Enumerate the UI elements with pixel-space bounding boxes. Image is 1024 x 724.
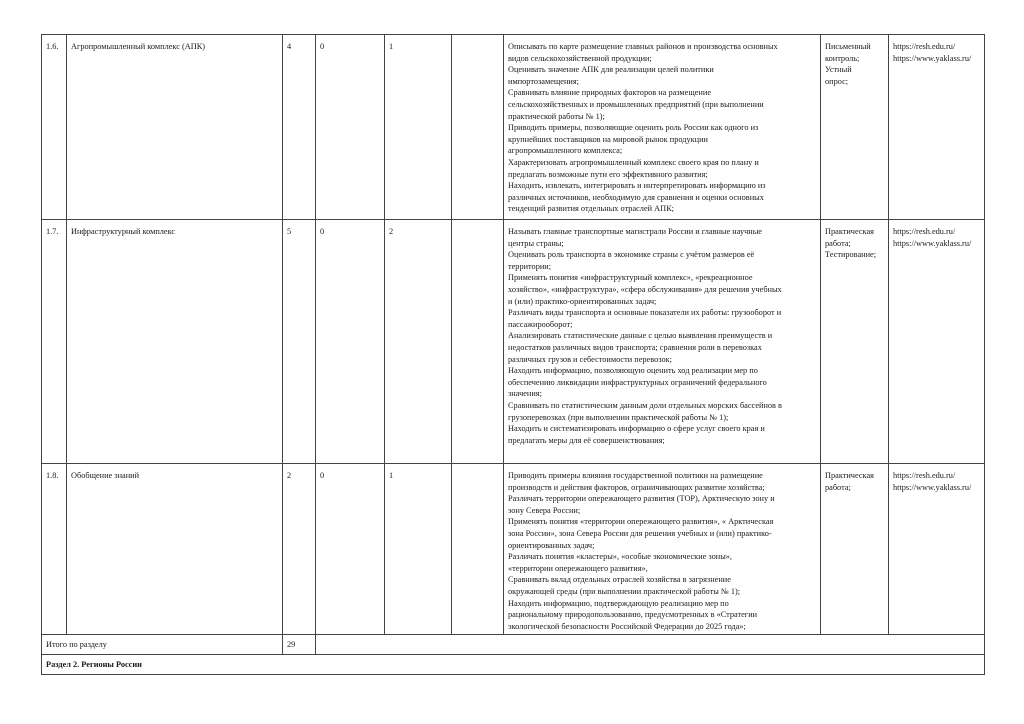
description-line: окружающей среды (при выполнении практической работы № 1); xyxy=(508,586,741,596)
description-line: Оценивать значение АПК для реализации целей политики xyxy=(508,65,714,75)
description-line: территории; xyxy=(508,261,552,271)
control-form-line: Устный xyxy=(825,65,852,75)
control-forms xyxy=(821,35,889,220)
resource-link[interactable]: https://resh.edu.ru/ xyxy=(893,227,956,236)
description-line: Применять понятия «инфраструктурный комплекс», «рекреационное xyxy=(508,273,753,283)
control-forms xyxy=(821,220,889,464)
control-form-line: Письменный xyxy=(825,42,871,51)
description-line: хозяйство», «инфраструктура», «сфера обслуживания» для решения учебных xyxy=(508,284,782,294)
description-line: импортозамещения; xyxy=(508,76,579,86)
description-line: Описывать по карте размещение главных районов и производства основных xyxy=(508,42,778,51)
control-form-line: опрос; xyxy=(825,76,849,86)
section-title: Раздел 2. Регионы России xyxy=(42,655,985,675)
description-line: Оценивать роль транспорта в экономике страны с учётом размеров её xyxy=(508,250,755,260)
curriculum-table xyxy=(41,34,985,675)
description-line: Сравнивать вклад отдельных отраслей хозяйства в загрязнение xyxy=(508,575,731,585)
description-line: Различать понятия «кластеры», «особые экономические зоны», xyxy=(508,552,733,562)
date-cell xyxy=(452,220,504,464)
description-line: обеспечению ликвидации инфраструктурных ограничений федерального xyxy=(508,377,767,387)
summary-label: Итого по разделу xyxy=(42,635,283,655)
description-line: производств и действия факторов, ограничивающих развитие хозяйства; xyxy=(508,482,765,492)
description-line: различных грузов и себестоимости перевозок; xyxy=(508,354,672,364)
section-summary-row xyxy=(42,635,985,655)
summary-empty xyxy=(316,635,985,655)
hours-total: 5 xyxy=(283,220,316,464)
description-line: Приводить примеры, позволяющие оценить роль России как одного из xyxy=(508,123,759,133)
summary-total: 29 xyxy=(283,635,316,655)
description-line: грузоперевозках (при выполнении практической работы № 1); xyxy=(508,412,729,422)
resource-links xyxy=(889,220,985,464)
description-line: недостатков различных видов транспорта; сравнения роли в перевозках xyxy=(508,342,762,352)
table-row xyxy=(42,220,985,464)
description-line: Анализировать статистические данные с целью выявления преимуществ и xyxy=(508,331,773,341)
hours-control: 0 xyxy=(316,464,385,635)
description-line: зону Севера России; xyxy=(508,505,581,515)
hours-practical: 1 xyxy=(385,35,452,220)
row-number: 1.8. xyxy=(42,464,67,635)
description-line: предлагать меры для её совершенствования; xyxy=(508,435,665,445)
control-forms xyxy=(821,464,889,635)
control-form-line: Практическая xyxy=(825,471,874,480)
control-form-line: Тестирование; xyxy=(825,250,877,260)
resource-links xyxy=(889,464,985,635)
hours-total: 4 xyxy=(283,35,316,220)
description-line: различных источников, необходимую для сравнения и оценки основных xyxy=(508,192,764,202)
resource-link[interactable]: https://www.yaklass.ru/ xyxy=(893,53,972,63)
topic-name: Агропромышленный комплекс (АПК) xyxy=(67,35,283,220)
hours-practical: 1 xyxy=(385,464,452,635)
description-line: Различать территории опережающего развития (ТОР), Арктическую зону и xyxy=(508,494,775,504)
description-line: видов сельскохозяйственной продукции; xyxy=(508,53,652,63)
description-line: Приводить примеры влияния государственной политики на размещение xyxy=(508,471,763,480)
description-line: экологической безопасности Российской Федерации до 2025 года»; xyxy=(508,621,746,631)
table-row xyxy=(42,464,985,635)
hours-practical: 2 xyxy=(385,220,452,464)
description-line: Находить информацию, позволяющую оценить ход реализации мер по xyxy=(508,366,758,376)
topic-name: Обобщение знаний xyxy=(67,464,283,635)
description-line: рациональному природопользованию, предусмотренных в «Стратегии xyxy=(508,610,758,620)
activity-description xyxy=(504,35,821,220)
description-line: агропромышленного комплекса; xyxy=(508,146,623,156)
resource-link[interactable]: https://resh.edu.ru/ xyxy=(893,471,956,480)
table-row xyxy=(42,35,985,220)
row-number: 1.6. xyxy=(42,35,67,220)
description-line: Называть главные транспортные магистрали России и главные научные xyxy=(508,227,762,236)
description-line: Находить информацию, подтверждающую реализацию мер по xyxy=(508,598,729,608)
description-line: тенденций развития отдельных отраслей АПК; xyxy=(508,204,674,214)
date-cell xyxy=(452,464,504,635)
control-form-line: контроль; xyxy=(825,53,860,63)
description-line: и (или) практико-ориентированных задач; xyxy=(508,296,657,306)
control-form-line: работа; xyxy=(825,482,851,492)
description-line: центры страны; xyxy=(508,238,564,248)
description-line: практической работы № 1); xyxy=(508,111,605,121)
description-line: ориентированных задач; xyxy=(508,540,595,550)
resource-link[interactable]: https://www.yaklass.ru/ xyxy=(893,482,972,492)
control-form-line: работа; xyxy=(825,238,851,248)
description-line: Применять понятия «территории опережающего развития», « Арктическая xyxy=(508,517,774,527)
description-line: сельскохозяйственных и промышленных предприятий (при выполнении xyxy=(508,99,764,109)
description-line: Находить и систематизировать информацию о сфере услуг своего края и xyxy=(508,424,765,434)
description-line: Различать виды транспорта и основные показатели их работы: грузооборот и xyxy=(508,308,782,318)
control-form-line: Практическая xyxy=(825,227,874,236)
row-number: 1.7. xyxy=(42,220,67,464)
description-line: Сравнивать по статистическим данным доли отдельных морских бассейнов в xyxy=(508,400,782,410)
hours-control: 0 xyxy=(316,220,385,464)
description-line: Сравнивать влияние природных факторов на размещение xyxy=(508,88,711,98)
activity-description xyxy=(504,220,821,464)
hours-control: 0 xyxy=(316,35,385,220)
description-line: «территории опережающего развития», xyxy=(508,563,648,573)
activity-description xyxy=(504,464,821,635)
description-line: крупнейших поставщиков на мировой рынок продукции xyxy=(508,134,708,144)
section-header-row xyxy=(42,655,985,675)
resource-link[interactable]: https://resh.edu.ru/ xyxy=(893,42,956,51)
description-line: значения; xyxy=(508,389,542,399)
hours-total: 2 xyxy=(283,464,316,635)
description-line: предлагать возможные пути его эффективного развития; xyxy=(508,169,708,179)
description-line: Находить, извлекать, интегрировать и интерпретировать информацию из xyxy=(508,181,766,191)
resource-link[interactable]: https://www.yaklass.ru/ xyxy=(893,238,972,248)
description-line: Характеризовать агропромышленный комплекс своего края по плану и xyxy=(508,157,759,167)
date-cell xyxy=(452,35,504,220)
resource-links xyxy=(889,35,985,220)
description-line: пассажирооборот; xyxy=(508,319,573,329)
topic-name: Инфраструктурный комплекс xyxy=(67,220,283,464)
description-line: зона России», зона Севера России для решения учебных и (или) практико- xyxy=(508,528,772,538)
